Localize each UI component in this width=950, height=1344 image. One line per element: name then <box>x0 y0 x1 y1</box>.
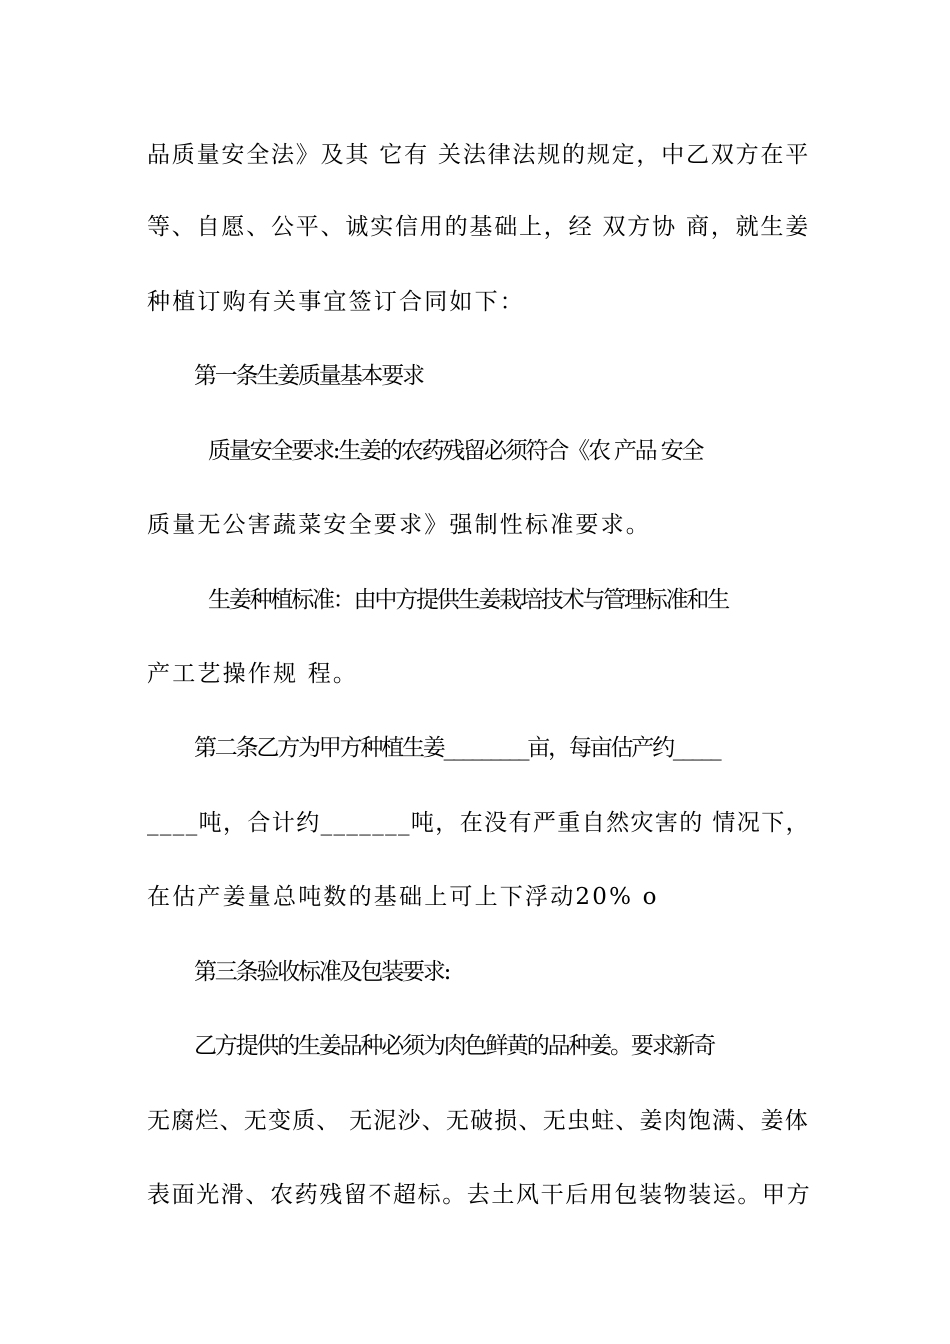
text-line: 品质量安全法》及其 它有 关法律法规的规定，中乙双方在平 <box>147 142 811 168</box>
text-line: ____吨，合计约_______吨，在没有严重自然灾害的 情况下， <box>147 810 811 836</box>
section-heading: 第三条验收标准及包装要求: <box>194 959 450 985</box>
text-line: 第二条乙方为甲方种植生姜_________亩，每亩估产约_____ <box>194 735 720 761</box>
text-line: 质量无公害蔬菜安全要求》强制性标准要求。 <box>147 512 651 538</box>
text-line: 种植订购有关事宜签订合同如下： <box>147 289 525 315</box>
text-line: 生姜种植标准：由中方提供生姜栽培技术与管理标准和生 <box>208 587 729 613</box>
section-heading: 第一条生姜质量基本要求 <box>194 363 423 389</box>
text-line: 在估产姜量总吨数的基础上可上下浮动20% o <box>147 884 659 910</box>
text-line: 等、自愿、公平、诚实信用的基础上，经 双方协 商，就生姜 <box>147 214 811 240</box>
text-line: 产工艺操作规 程。 <box>147 661 359 687</box>
text-line: 表面光滑、农药残留不超标。去土风干后用包装物装运。甲方 <box>147 1182 812 1208</box>
text-line: 乙方提供的生姜品种必须为肉色鲜黄的品种姜。要求新奇 <box>194 1033 715 1059</box>
text-line: 质量安全要求:生姜的农药残留必须符合《农 产品 安全 <box>208 438 703 464</box>
text-line: 无腐烂、无变质、 无泥沙、无破损、无虫蛀、姜肉饱满、姜体 <box>147 1108 809 1134</box>
